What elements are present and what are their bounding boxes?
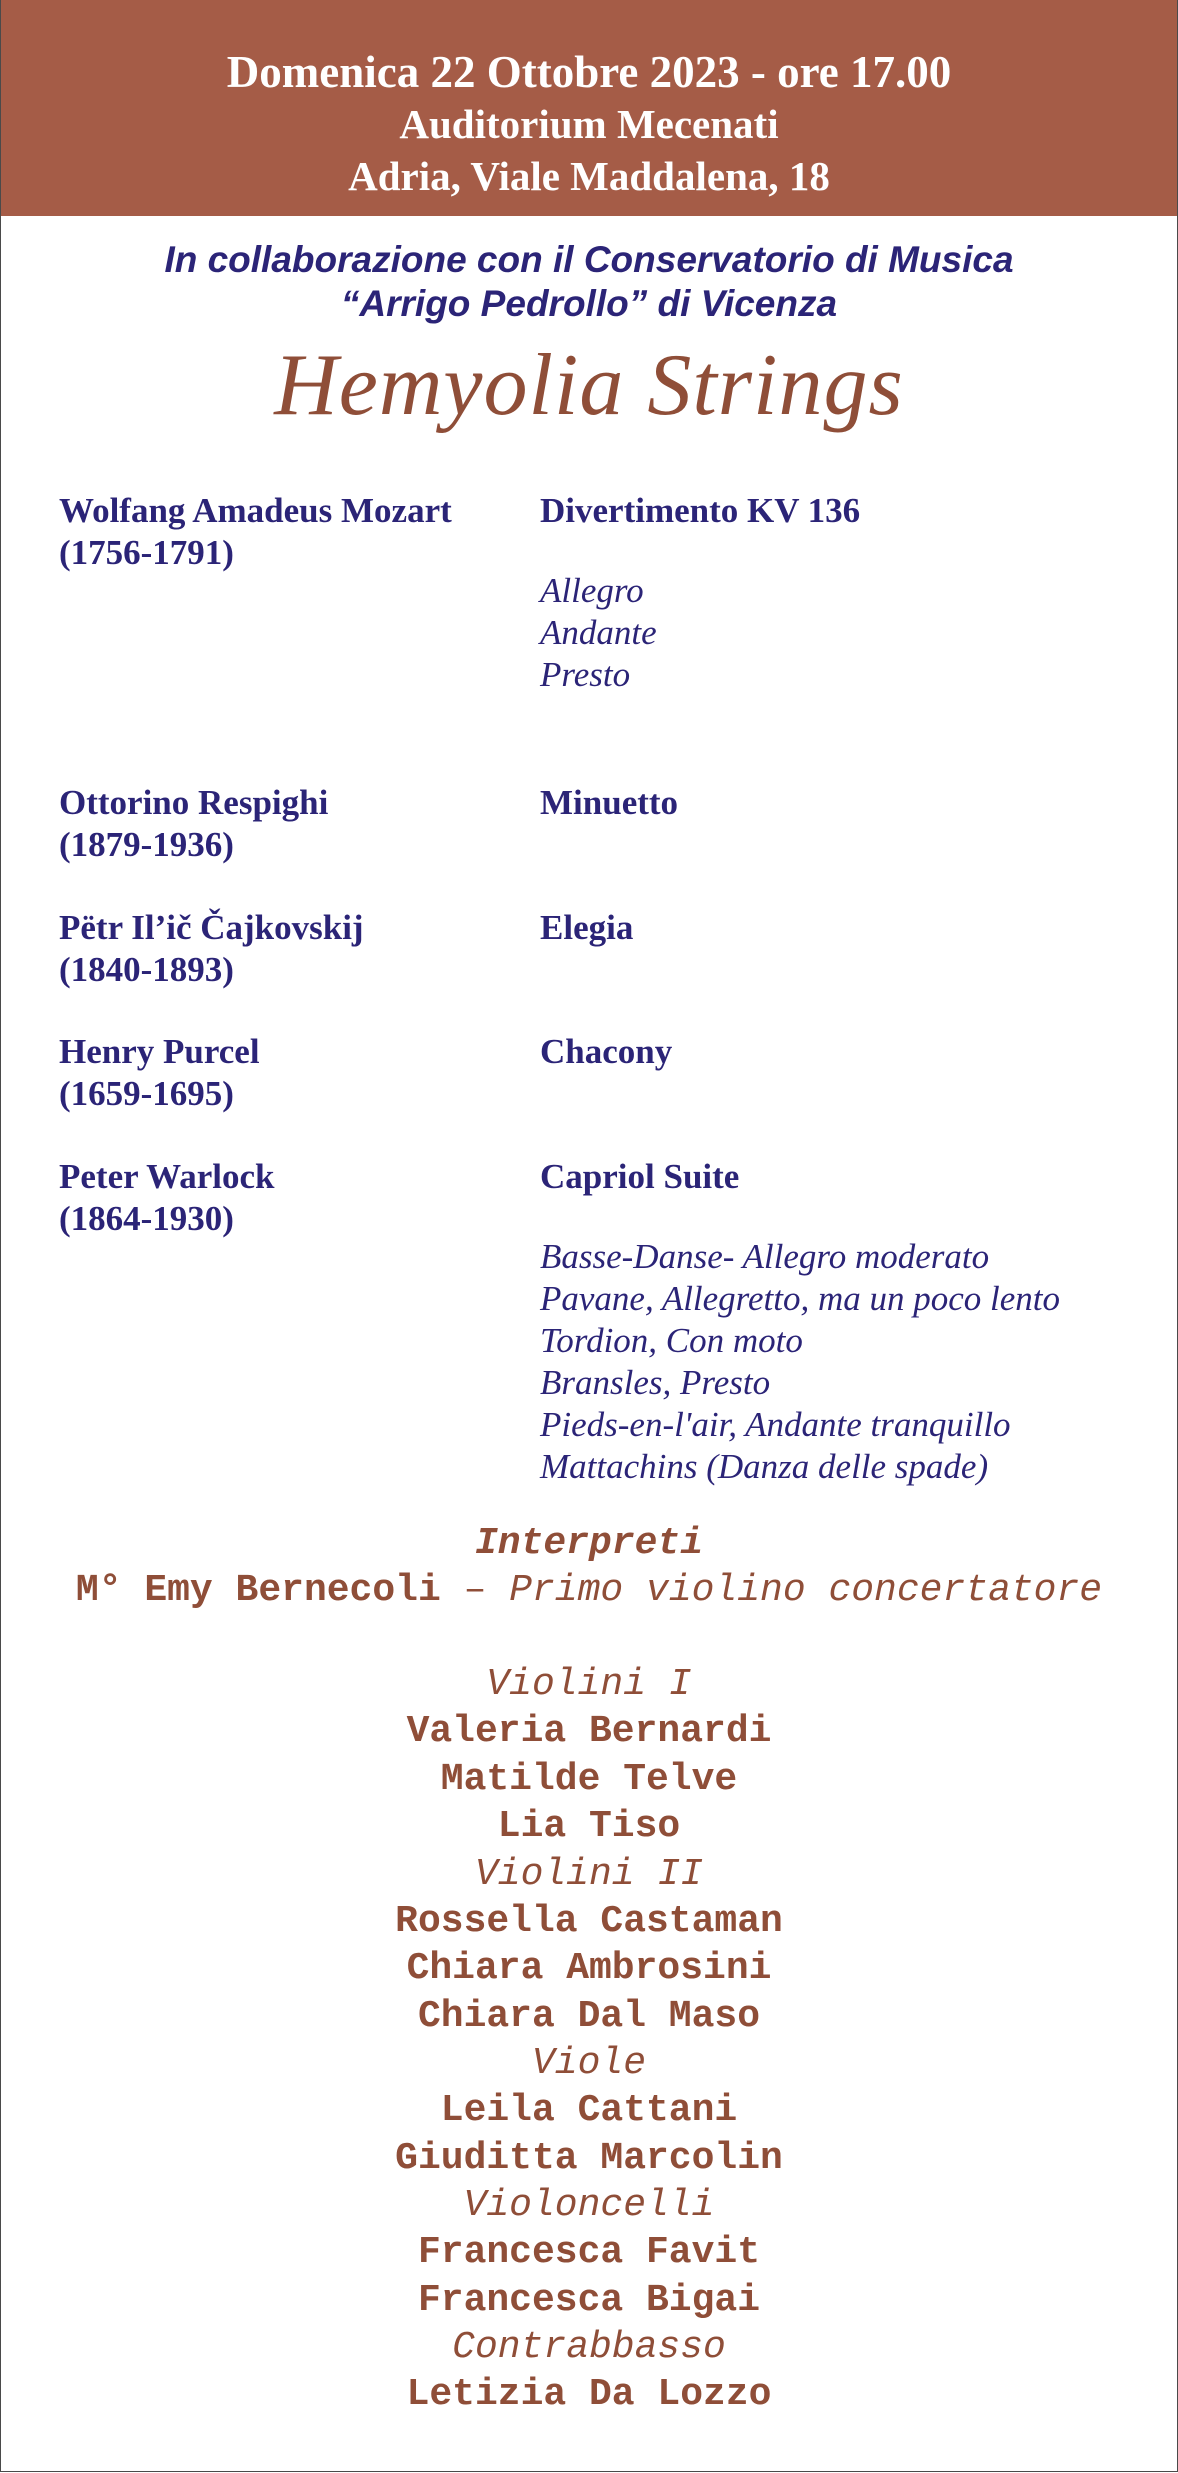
work-title: Chacony (540, 1032, 673, 1071)
composer (59, 782, 529, 866)
member-name: Francesca Bigai (417, 2278, 761, 2322)
section-label-violini-ii: Violini II (474, 1852, 704, 1896)
work (540, 490, 1160, 696)
member-name: Giuditta Marcolin (395, 2136, 783, 2180)
composer-name: Wolfang Amadeus Mozart (59, 491, 452, 530)
collaboration-line-2: “Arrigo Pedrollo” di Vicenza (340, 283, 838, 324)
movement: Pavane, Allegretto, ma un poco lento (540, 1279, 1061, 1318)
member-name: Matilde Telve (440, 1757, 738, 1801)
section-label-contrabbasso: Contrabbasso (452, 2326, 726, 2369)
movement-list (540, 1236, 1160, 1488)
movement: Mattachins (Danza delle spade) (540, 1447, 989, 1486)
composer (59, 1031, 529, 1115)
section-label-viole: Viole (531, 2042, 647, 2085)
performers-section (1, 1520, 1177, 2419)
work-title: Minuetto (540, 783, 679, 822)
leader-separator: – (440, 1569, 510, 1612)
leader-line (1, 1567, 1177, 1614)
composer-dates: (1756-1791) (59, 533, 234, 572)
member-name: Lia Tiso (497, 1805, 681, 1848)
work-title: Divertimento KV 136 (540, 491, 861, 530)
work (540, 1031, 1160, 1073)
performers-heading: Interpreti (474, 1522, 704, 1565)
movement: Tordion, Con moto (540, 1321, 803, 1360)
movement: Allegro (540, 571, 644, 610)
member-name: Valeria Bernardi (406, 1710, 772, 1753)
composer-name: Ottorino Respighi (59, 783, 329, 822)
leader-name: M° Emy Bernecoli (75, 1569, 441, 1612)
composer (59, 1156, 529, 1240)
member-name: Chiara Ambrosini (406, 1947, 772, 1990)
composer-dates: (1840-1893) (59, 950, 234, 989)
member-name: Rossella Castaman (395, 1899, 783, 1943)
leader-role: Primo violino concertatore (509, 1569, 1103, 1612)
movement: Bransles, Presto (540, 1363, 771, 1402)
member-name: Francesca Favit (417, 2231, 761, 2274)
event-venue: Auditorium Mecenati (399, 101, 779, 147)
work (540, 1156, 1160, 1488)
work-title: Elegia (540, 908, 634, 947)
member-name: Leila Cattani (440, 2089, 738, 2132)
movement: Basse-Danse- Allegro moderato (540, 1237, 990, 1276)
movement: Presto (540, 655, 631, 694)
work-title: Capriol Suite (540, 1157, 740, 1196)
composer-dates: (1864-1930) (59, 1199, 234, 1238)
movement: Pieds-en-l'air, Andante tranquillo (540, 1405, 1011, 1444)
composer-name: Peter Warlock (59, 1157, 275, 1196)
work (540, 782, 1160, 824)
event-header (1, 0, 1177, 216)
ensemble-title: Hemyolia Strings (274, 337, 904, 434)
member-name: Letizia Da Lozzo (406, 2373, 772, 2416)
event-address: Adria, Viale Maddalena, 18 (348, 153, 830, 199)
ensemble-sections (1, 1661, 1177, 2419)
composer-dates: (1659-1695) (59, 1074, 234, 1113)
member-name: Chiara Dal Maso (417, 1994, 761, 2038)
composer-dates: (1879-1936) (59, 825, 234, 864)
work (540, 907, 1160, 949)
collaboration-line-1: In collaborazione con il Conservatorio di Musica (164, 239, 1014, 280)
movement-list (540, 570, 1160, 696)
composer (59, 490, 529, 574)
collaboration-note (1, 238, 1177, 326)
event-date-time: Domenica 22 Ottobre 2023 - ore 17.00 (226, 47, 952, 97)
composer-name: Henry Purcel (59, 1032, 260, 1071)
composer-name: Pëtr Il’ič Čajkovskij (59, 908, 364, 947)
composer (59, 907, 529, 991)
section-label-violini-i: Violini I (486, 1663, 692, 1706)
movement: Andante (540, 613, 657, 652)
section-label-violoncelli: Violoncelli (463, 2184, 715, 2227)
